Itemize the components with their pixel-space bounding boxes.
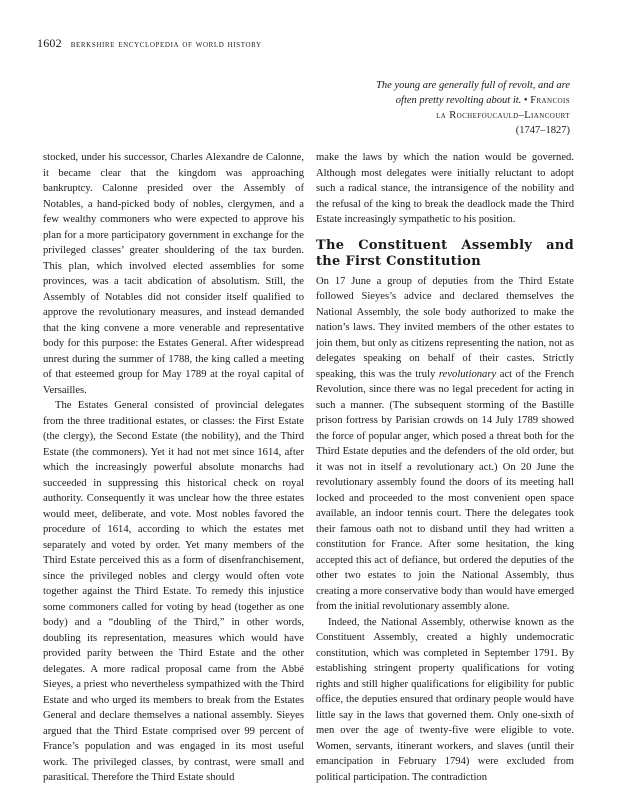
quote-line-1: The young are generally full of revolt, and are xyxy=(376,80,570,91)
quote-author-name: la Rochefoucauld–Liancourt xyxy=(436,110,570,121)
quote-line-2-text: often pretty revolting about it. xyxy=(395,95,522,106)
paragraph: Indeed, the National Assembly, otherwise known as the Constituent Assembly, created a highly undemocratic constitution, which was completed in September 1791. By establishing stringent property qualifications for voting rights and still higher qualifications for eligibility for public office, the deputies ensured that ordinary people would have little say in the laws that governed them. Only one-sixth of men over the age of twenty-five were eligible to vote. Women, servants, itinerant workers, and slaves (until their emancipation in February 1794) were excluded from political participation. The contradiction xyxy=(316,616,574,783)
page-number: 1602 xyxy=(37,36,62,50)
paragraph: make the laws by which the nation would be governed. Although most delegates were initially reluctant to adopt such a radical stance, the intransigence of the nobility and the refusal of the king to break the deadlock made the Third Estate increasingly sympathetic to his position. xyxy=(316,152,574,225)
quote-author-dates: (1747–1827) xyxy=(515,125,570,136)
quote-line-2 xyxy=(240,93,570,108)
quote-bullet: • xyxy=(521,95,531,106)
right-column xyxy=(316,150,574,785)
paragraph xyxy=(316,274,574,615)
paragraph-text-b: act of the French Revolution, since there was no legal precedent for acting in such a manner. (The subsequent storming of the Bastille prison fortress by Parisian crowds on 14 July 1789 showed the force of popular anger, which posed a threat both for the Third Estate deputies and the defenders of the old order, but it was not in itself a revolutionary act.) On 20 June the revolutionary assembly found the doors of its meeting hall locked and proceeded to the most convenient open space available, an indoor tennis court. There the delegates took their famous oath not to disband until they had written a constitution for France. After some hesitation, the king accepted this act of defiance, but ordered the deputies of the other two estates to join the National Assembly, thus creating a more conservative body than would have emerged from the initial revolutionary assembly alone. xyxy=(316,368,574,612)
running-title: berkshire encyclopedia of world history xyxy=(70,39,262,50)
paragraph: stocked, under his successor, Charles Alexandre de Calonne, it became clear that the kingdom was approaching bankruptcy. Calonne presided over the Assembly of Notables, a hand-picked body of nobles, clergymen, and a few wealthy commoners who were expected to approve his plan for a more participatory government in exchange for the privileged classes’ greater shouldering of the tax burden. This plan, which involved elected assemblies for some provinces, was a tacit abdication of absolutism. Still, the Assembly of Notables did not consider itself qualified to approve the revolutionary measures, and instead demanded that the king convene a more venerable and representative body for this purpose: the Estates General. After widespread unrest during the summer of 1788, the king called a meeting of that esteemed group for May 1789 at the royal capital of Versailles. xyxy=(43,152,304,396)
quote-author-first: Francois xyxy=(530,95,570,106)
epigraph-quote xyxy=(240,78,570,138)
emphasis-revolutionary: revolutionary xyxy=(438,368,497,380)
running-header xyxy=(37,36,262,51)
section-heading: The Constituent Assembly and the First Constitution xyxy=(316,237,574,269)
paragraph: The Estates General consisted of provincial delegates from the three traditional estates, or classes: the First Estate (the clergy), the Second Estate (the nobility), and the Third Estate (the commoners). Yet it had not met since 1614, after which the increasingly powerful absolute monarchs had succeeded in suppressing this historical check on royal authority. Consequently it was unclear how the three estates would meet, deliberate, and vote. Most nobles favored the procedure of 1614, according to which the estates met separately and voted by order. Yet many members of the Third Estate perceived this as a form of disenfranchisement, since the privileged nobles and clergy would often vote together against the Third Estate. To remedy this injustice some commoners called for voting by head (together as one body) and a “doubling of the Third,” in other words, doubling its representation, measures which would have provided parity between the Third Estate and the other delegates. A more radical proposal came from the Abbé Sieyes, a priest who nevertheless sympathized with the Third Estate and who urged its members to break from the Estates General and declare themselves a national assembly. Sieyes argued that the Third Estate comprised over 99 percent of France’s population and was engaged in its most useful work. The privileged classes, by contrast, were small and parasitical. Therefore the Third Estate should xyxy=(43,400,304,783)
paragraph-text-a: On 17 June a group of deputies from the Third Estate followed Sieyes’s advice and declared themselves the National Assembly, the sole body authorized to make the nation’s laws. They invited members of the other estates to join them, but only as citizens representing the nation, not as delegates speaking on behalf of their castes. Strictly speaking, this was the truly xyxy=(316,275,574,380)
left-column xyxy=(43,150,304,786)
